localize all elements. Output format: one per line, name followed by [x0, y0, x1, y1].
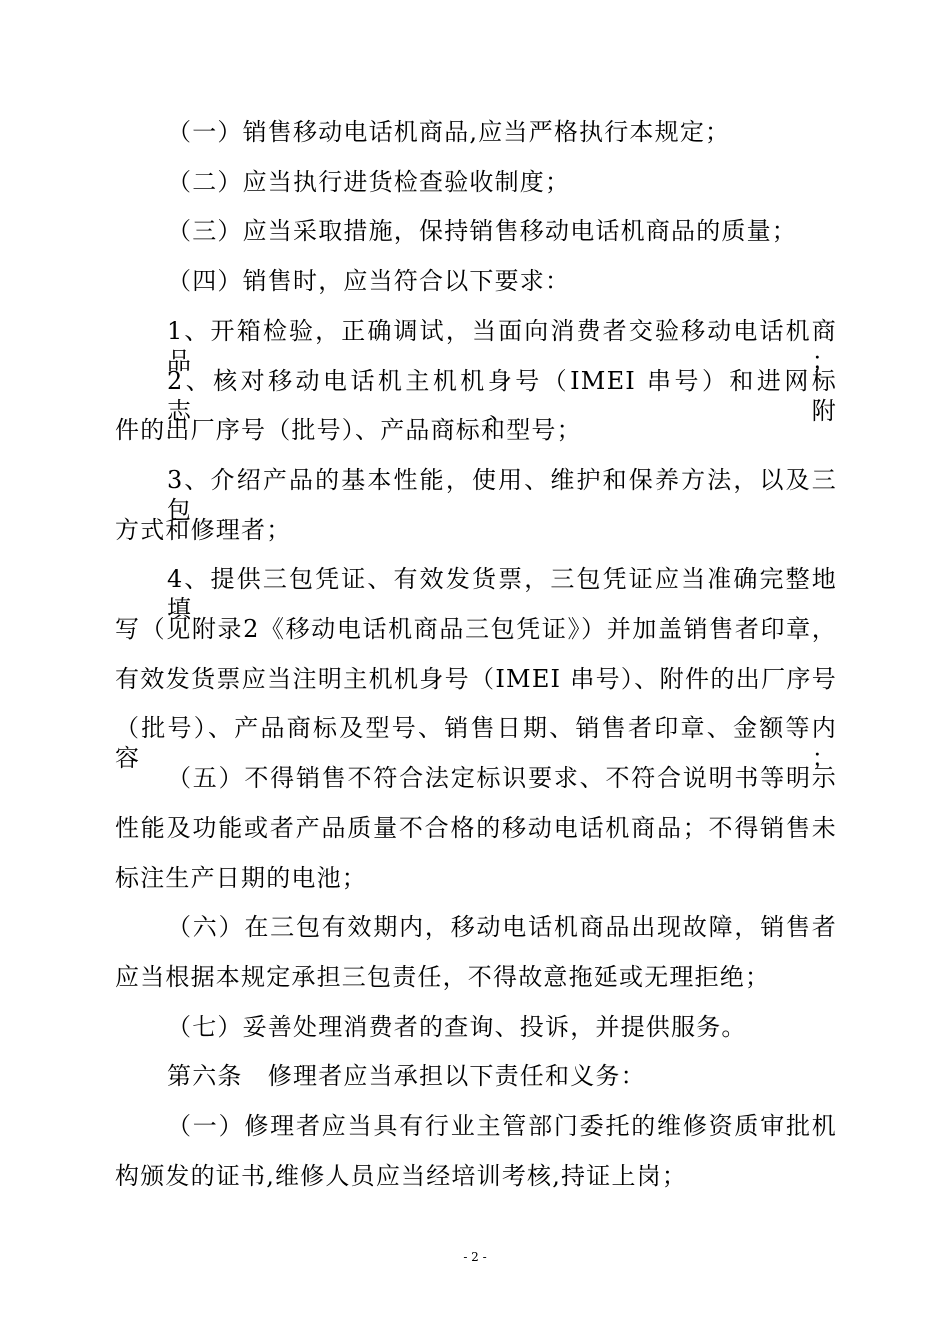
text-line: （一）销售移动电话机商品,应当严格执行本规定； [167, 118, 731, 146]
text-line: 构颁发的证书,维修人员应当经培训考核,持证上岗； [115, 1161, 688, 1190]
text-line: （四）销售时，应当符合以下要求： [167, 267, 571, 296]
text-line: 方式和修理者； [115, 515, 292, 544]
text-line: （三）应当采取措施，保持销售移动电话机商品的质量； [167, 217, 797, 246]
text-line: （五）不得销售不符合法定标识要求、不符合说明书等明示 [167, 764, 837, 793]
text-line: （六）在三包有效期内，移动电话机商品出现故障，销售者 [167, 913, 837, 942]
text-line: 1、开箱检验，正确调试，当面向消费者交验移动电话机商品； [167, 316, 837, 375]
text-line: 写（见附录2《移动电话机商品三包凭证》）并加盖销售者印章， [115, 615, 837, 643]
text-line: 应当根据本规定承担三包责任，不得故意拖延或无理拒绝； [115, 962, 771, 991]
text-line: 有效发货票应当注明主机机身号（IMEI 串号）、附件的出厂序号 [115, 664, 837, 693]
text-line: 4、提供三包凭证、有效发货票，三包凭证应当准确完整地填 [167, 565, 837, 624]
text-line: 3、介绍产品的基本性能，使用、维护和保养方法，以及三包 [167, 465, 837, 524]
text-line: 性能及功能或者产品质量不合格的移动电话机商品；不得销售未 [115, 813, 837, 842]
text-line: （七）妥善处理消费者的查询、投诉，并提供服务。 [167, 1012, 747, 1041]
text-line: 第六条 修理者应当承担以下责任和义务： [167, 1062, 646, 1091]
text-line: （二）应当执行进货检查验收制度； [167, 167, 571, 196]
text-line: 件的出厂序号（批号）、产品商标和型号； [115, 416, 582, 445]
text-line: （批号）、产品商标及型号、销售日期、销售者印章、金额等内容； [115, 714, 837, 773]
text-line: 2、核对移动电话机主机机身号（IMEI 串号）和进网标志、附 [167, 366, 837, 425]
text-line: 标注生产日期的电池； [115, 863, 367, 892]
page-number: - 2 - [463, 1250, 487, 1264]
text-line: （一）修理者应当具有行业主管部门委托的维修资质审批机 [167, 1112, 837, 1140]
